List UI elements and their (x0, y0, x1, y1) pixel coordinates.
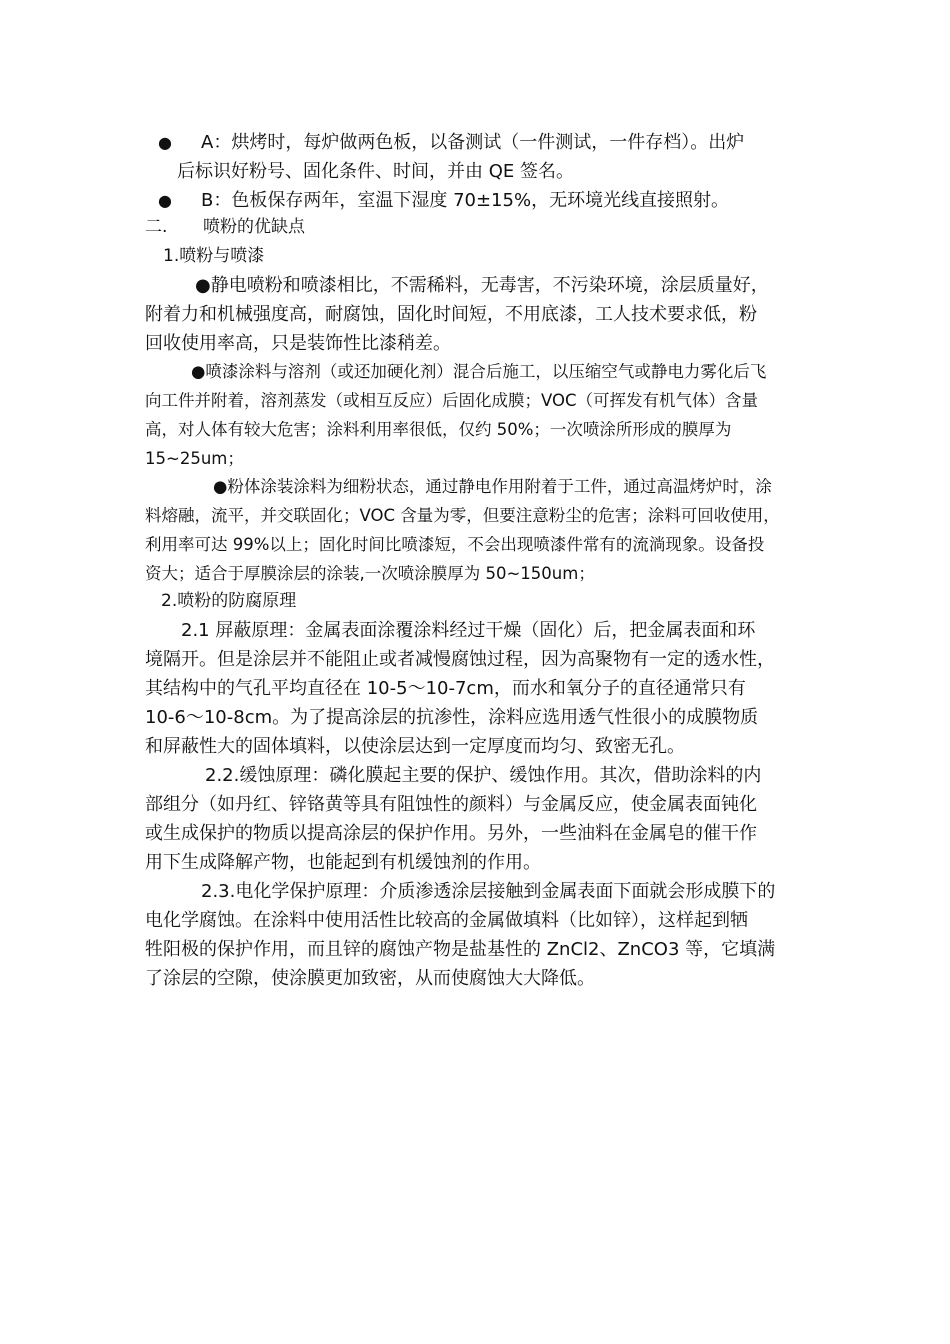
text-line: 或生成保护的物质以提高涂层的保护作用。另外，一些油料在金属皂的催干作 (145, 823, 757, 844)
text-line: 向工件并附着，溶剂蒸发（或相互反应）后固化成膜；VOC（可挥发有机气体）含量 (145, 391, 759, 410)
subheading-2 (145, 587, 810, 616)
text-line: 1.喷粉与喷漆 (163, 246, 265, 266)
text-line: 高，对人体有较大危害；涂料利用率很低，仅约 50%；一次喷涂所形成的膜厚为 (145, 420, 732, 439)
text-line: A：烘烤时，每炉做两色板，以备测试（一件测试，一件存档）。出炉 (201, 132, 745, 153)
text-line: 其结构中的气孔平均直径在 10-5～10-7cm，而水和氧分子的直径通常只有 (145, 678, 746, 699)
section-heading (145, 213, 810, 242)
text-line: 境隔开。但是涂层并不能阻止或者减慢腐蚀过程，因为高聚物有一定的透水性， (145, 649, 775, 670)
bullet-b-paragraph (145, 186, 810, 215)
bullet-a-paragraph (145, 128, 810, 186)
text-line: 料熔融，流平，并交联固化；VOC 含量为零，但要注意粉尘的危害；涂料可回收使用， (145, 506, 780, 525)
text-line: 2.3.电化学保护原理：介质渗透涂层接触到金属表面下面就会形成膜下的 (201, 881, 776, 902)
section-number: 二. (145, 217, 168, 237)
text-line: 附着力和机械强度高，耐腐蚀，固化时间短，不用底漆，工人技术要求低，粉 (145, 304, 757, 325)
text-line: 了涂层的空隙，使涂膜更加致密，从而使腐蚀大大降低。 (145, 968, 595, 989)
text-line: 后标识好粉号、固化条件、时间，并由 QE 签名。 (177, 161, 574, 182)
bullet-dot-icon: ● (158, 191, 172, 210)
text-line: ●静电喷粉和喷漆相比，不需稀料，无毒害，不污染环境，涂层质量好， (195, 275, 769, 296)
section-title: 喷粉的优缺点 (203, 217, 305, 237)
paragraph-6 (145, 877, 810, 993)
text-line: 2.喷粉的防腐原理 (161, 591, 297, 611)
paragraph-1 (145, 271, 810, 358)
text-line: ●喷漆涂料与溶剂（或还加硬化剂）混合后施工，以压缩空气或静电力雾化后飞 (191, 362, 767, 381)
text-line: 2.1 屏蔽原理：金属表面涂覆涂料经过干燥（固化）后，把金属表面和环 (181, 620, 756, 641)
text-line: 资大；适合于厚膜涂层的涂装,一次喷涂膜厚为 50~150um； (145, 564, 595, 583)
text-line: 和屏蔽性大的固体填料，以使涂层达到一定厚度而均匀、致密无孔。 (145, 736, 685, 757)
text-line: 10-6～10-8cm。为了提高涂层的抗渗性，涂料应选用透气性很小的成膜物质 (145, 707, 759, 728)
text-line: B：色板保存两年，室温下湿度 70±15%，无环境光线直接照射。 (201, 190, 730, 211)
text-line: 电化学腐蚀。在涂料中使用活性比较高的金属做填料（比如锌），这样起到牺 (145, 910, 748, 931)
text-line: 牲阳极的保护作用，而且锌的腐蚀产物是盐基性的 ZnCl2、ZnCO3 等，它填满 (145, 939, 776, 960)
text-line: 利用率可达 99%以上；固化时间比喷漆短，不会出现喷漆件常有的流淌现象。设备投 (145, 535, 765, 554)
paragraph-2 (145, 357, 810, 473)
paragraph-4 (145, 616, 810, 761)
text-line: 回收使用率高，只是装饰性比漆稍差。 (145, 333, 451, 354)
paragraph-5 (145, 761, 810, 877)
text-line: 2.2.缓蚀原理：磷化膜起主要的保护、缓蚀作用。其次，借助涂料的内 (205, 765, 762, 786)
bullet-dot-icon: ● (158, 133, 172, 152)
text-line: 部组分（如丹红、锌铬黄等具有阻蚀性的颜料）与金属反应，使金属表面钝化 (145, 794, 757, 815)
text-line: 用下生成降解产物，也能起到有机缓蚀剂的作用。 (145, 852, 541, 873)
paragraph-3 (145, 472, 810, 588)
text-line: 15~25um； (145, 449, 244, 468)
text-line: ●粉体涂装涂料为细粉状态，通过静电作用附着于工件，通过高温烤炉时，涂 (213, 477, 772, 496)
subheading-1 (145, 242, 810, 271)
